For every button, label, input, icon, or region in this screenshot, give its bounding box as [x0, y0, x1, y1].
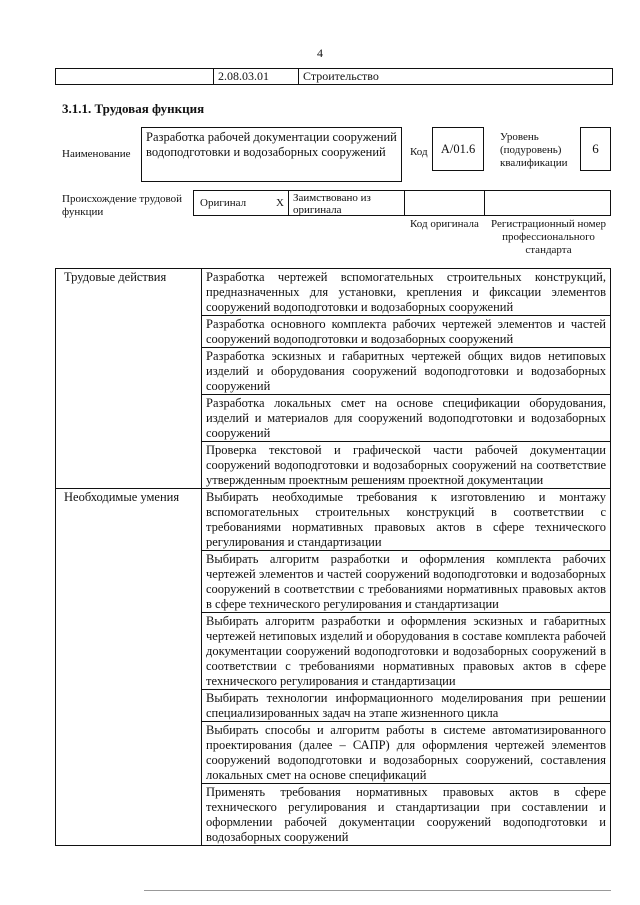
level-label: Уровень (подуровень) квалификации [500, 131, 568, 169]
row-description: Проверка текстовой и графической части рабочей документации сооружений водоподготовки и водозаборных сооружений на соответствие утвержденным проектным решениям проектной документации [202, 442, 611, 489]
reg-number-cell [484, 190, 611, 216]
row-description: Разработка эскизных и габаритных чертежей общих видов нетиповых изделий и оборудования сооружений водоподготовки и водозаборных сооружений [202, 348, 611, 395]
origin-row [193, 190, 611, 216]
table-row [56, 489, 611, 551]
code-table-name: Строительство [303, 69, 379, 83]
code-table-empty-cell [56, 69, 214, 84]
code-original-cell [404, 190, 484, 216]
function-code-box: А/01.6 [432, 127, 484, 171]
row-description: Выбирать алгоритм разработки и оформления эскизных и габаритных чертежей нетиповых изделий и оборудования в составе комплекта рабочей документации сооружений водоподготовки и водозаборных сооружений в соответствии с требованиями нормативных правовых актов в сфере технического регулирования и стандартизации [202, 613, 611, 690]
original-label: Оригинал [200, 197, 247, 209]
borrowed-cell: Заимствовано из оригинала [288, 190, 404, 216]
section-title: 3.1.1. Трудовая функция [62, 101, 205, 116]
row-description: Разработка локальных смет на основе спецификации оборудования, изделий и материалов для сооружений водоподготовки и водозаборных сооружений [202, 395, 611, 442]
table-row [56, 269, 611, 316]
kod-label: Код [410, 146, 428, 158]
page-number: 4 [317, 46, 323, 60]
function-name-box: Разработка рабочей документации сооружений водоподготовки и водозаборных сооружений [141, 127, 402, 182]
row-description: Применять требования нормативных правовых актов в сфере технического регулирования и стандартизации при составлении и оформлении рабочей документации сооружений водоподготовки и водозаборных сооружений [202, 784, 611, 846]
code-table-code: 2.08.03.01 [214, 69, 299, 84]
row-category: Трудовые действия [56, 269, 202, 489]
reg-number-label: Регистрационный номер профессионального стандарта [490, 218, 607, 256]
row-description: Разработка чертежей вспомогательных строительных конструкций, предназначенных для установки, крепления и фиксации элементов сооружений водоподготовки и водозаборных сооружений [202, 269, 611, 316]
row-description: Выбирать необходимые требования к изготовлению и монтажу вспомогательных строительных конструкций в соответствии с требованиями нормативных правовых актов в сфере технического регулирования и стандартизации [202, 489, 611, 551]
row-description: Выбирать алгоритм разработки и оформления комплекта рабочих чертежей элементов и частей сооружений водоподготовки и водозаборных сооружений в соответствии с требованиями нормативных правовых актов в сфере технического регулирования и стандартизации [202, 551, 611, 613]
qualification-level-box: 6 [580, 127, 611, 171]
row-description: Выбирать способы и алгоритм работы в системе автоматизированного проектирования (далее – САПР) для оформления чертежей элементов сооружений водоподготовки и водозаборных сооружений, составления локальных смет на основе спецификаций [202, 722, 611, 784]
original-mark: Х [276, 197, 284, 209]
row-description: Разработка основного комплекта рабочих чертежей элементов и частей сооружений водоподготовки и водозаборных сооружений [202, 316, 611, 348]
code-original-label: Код оригинала [410, 218, 479, 230]
row-description: Выбирать технологии информационного моделирования при решении специализированных задач на этапе жизненного цикла [202, 690, 611, 722]
page-bottom-line [144, 890, 611, 891]
row-category: Необходимые умения [56, 489, 202, 846]
name-label: Наименование [62, 148, 131, 160]
origin-label: Происхождение трудовой функции [62, 193, 183, 218]
occupation-code-table [55, 68, 613, 85]
original-cell [193, 190, 288, 216]
labor-function-table [55, 268, 611, 846]
